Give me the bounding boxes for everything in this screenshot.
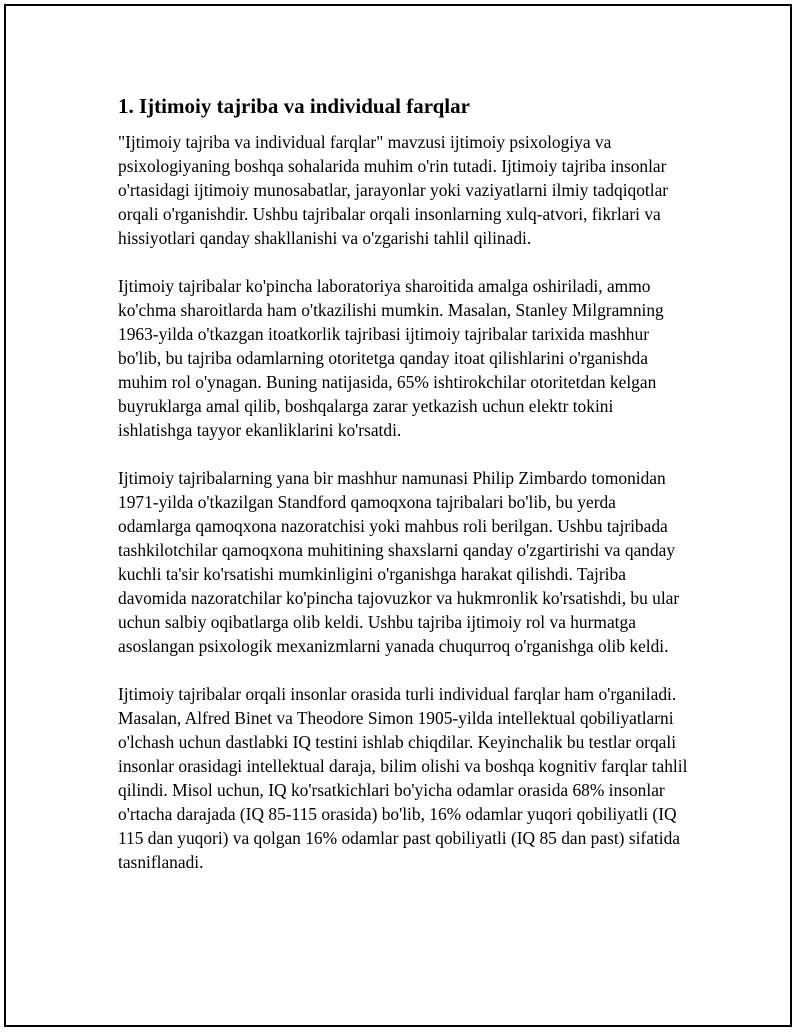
paragraph-intro: "Ijtimoiy tajriba va individual farqlar" mavzusi ijtimoiy psixologiya va psixologiyaning boshqa sohalarida muhim o'rin tutadi. Ijtimoiy tajriba insonlar o'rtasidagi ijtimoiy munosabatlar, jarayonlar yoki vaziyatlarni ilmiy tadqiqotlar orqali o'rganishdir. Ushbu tajribalar orqali insonlarning xulq-atvori, fikrlari va hissiyotlari qanday shakllanishi va o'zgarishi tahlil qilinadi.: [118, 132, 669, 248]
document-body: [118, 92, 688, 898]
paragraph-iq: Ijtimoiy tajribalar orqali insonlar orasida turli individual farqlar ham o'rganiladi. Masalan, Alfred Binet va Theodore Simon 1905-yilda intellektual qobiliyatlarni o'lchash uchun dastlabki IQ testini ishlab chiqdilar. Keyinchalik bu testlar orqali insonlar orasidagi intellektual daraja, bilim olishi va boshqa kognitiv farqlar tahlil qilindi. Misol uchun, IQ ko'rsatkichlari bo'yicha odamlar orasida 68% insonlar o'rtacha darajada (IQ 85-115 orasida) bo'lib, 16% odamlar yuqori qobiliyatli (IQ 115 dan yuqori) va qolgan 16% odamlar past qobiliyatli (IQ 85 dan past) sifatida tasniflanadi.: [118, 684, 688, 872]
paragraph-milgram: Ijtimoiy tajribalar ko'pincha laboratoriya sharoitida amalga oshiriladi, ammo ko'chma sharoitlarda ham o'tkazilishi mumkin. Masalan, Stanley Milgramning 1963-yilda o'tkazgan itoatkorlik tajribasi ijtimoiy tajribalar tarixida mashhur bo'lib, bu tajriba odamlarning otoritetga qanday itoat qilishlarini o'rganishda muhim rol o'ynagan. Buning natijasida, 65% ishtirokchilar otoritetdan kelgan buyruklarga amal qilib, boshqalarga zarar yetkazish uchun elektr tokini ishlatishga tayyor ekanliklarini ko'rsatdi.: [118, 276, 664, 440]
section-title: 1. Ijtimoiy tajriba va individual farqlar: [118, 94, 470, 118]
paragraph-zimbardo: Ijtimoiy tajribalarning yana bir mashhur namunasi Philip Zimbardo tomonidan 1971-yilda o'tkazilgan Standford qamoqxona tajribalari bo'lib, bu yerda odamlarga qamoqxona nazoratchisi yoki mahbus roli berilgan. Ushbu tajribada tashkilotchilar qamoqxona muhitining shaxslarni qanday o'zgartirishi va qanday kuchli ta'sir ko'rsatishi mumkinligini o'rganishga harakat qilishdi. Tajriba davomida nazoratchilar ko'pincha tajovuzkor va hukmronlik ko'rsatishdi, bu ular uchun salbiy oqibatlarga olib keldi. Ushbu tajriba ijtimoiy rol va hurmatga asoslangan psixologik mexanizmlarni yanada chuqurroq o'rganishga olib keldi.: [118, 468, 680, 656]
